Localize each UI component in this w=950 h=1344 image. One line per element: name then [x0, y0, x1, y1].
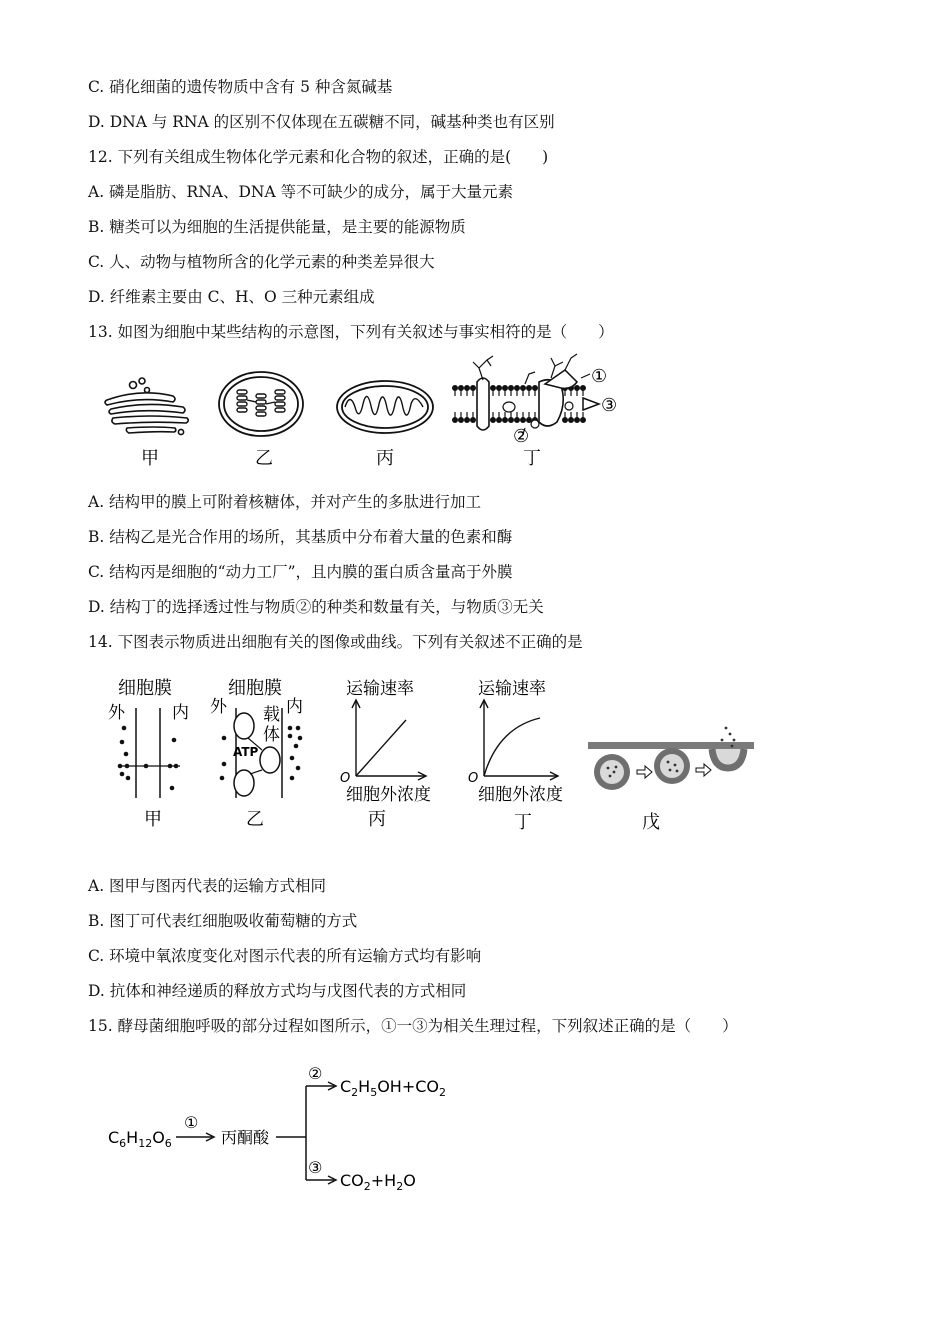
- y-label-bing: 运输速率: [346, 679, 414, 699]
- option-c-q12: C. 人、动物与植物所含的化学元素的种类差异很大: [88, 253, 435, 271]
- caption-ding: 丁: [523, 448, 541, 469]
- panel-wu: [588, 727, 754, 790]
- golgi-apparatus: [105, 378, 188, 435]
- step-3-marker: ③: [308, 1158, 323, 1177]
- option-c-q14: C. 环境中氧浓度变化对图示代表的所有运输方式均有影响: [88, 947, 482, 965]
- marker-1: ①: [591, 366, 608, 387]
- panel-yi: [210, 678, 303, 798]
- option-d-q12: D. 纤维素主要由 C、H、O 三种元素组成: [88, 288, 375, 306]
- step-2-marker: ②: [308, 1064, 323, 1083]
- question-15: 15. 酵母菌细胞呼吸的部分过程如图所示，①一③为相关生理过程，下列叙述正确的是（ ）: [88, 1017, 738, 1035]
- option-d-q13: D. 结构丁的选择透过性与物质②的种类和数量有关，与物质③无关: [88, 598, 544, 616]
- option-a-q13: A. 结构甲的膜上可附着核糖体，并对产生的多肽进行加工: [88, 493, 482, 511]
- step-1-marker: ①: [184, 1113, 199, 1132]
- figure-14-transport: [100, 668, 760, 838]
- panel-jia: [108, 678, 189, 798]
- inside-label-jia: 内: [172, 703, 189, 723]
- caption-yi: 乙: [255, 448, 273, 469]
- origin-bing: O: [340, 771, 351, 786]
- caption-jia: 甲: [141, 448, 159, 469]
- option-a-q14: A. 图甲与图丙代表的运输方式相同: [88, 877, 327, 895]
- x-label-ding: 细胞外浓度: [478, 785, 563, 805]
- marker-2: ②: [513, 426, 530, 447]
- carrier-label-1: 载: [263, 705, 280, 725]
- caption-ding-14: 丁: [514, 812, 532, 833]
- caption-bing-14: 丙: [368, 809, 386, 830]
- atp-label: ATP: [233, 745, 259, 759]
- x-label-bing: 细胞外浓度: [346, 785, 431, 805]
- option-b-q13: B. 结构乙是光合作用的场所，其基质中分布着大量的色素和酶: [88, 528, 513, 546]
- inside-label-yi: 内: [286, 697, 303, 717]
- caption-wu-14: 戊: [642, 812, 660, 833]
- membrane-label-yi: 细胞膜: [228, 678, 282, 699]
- product-2-formula: $C_2H_5OH+CO_2$: [340, 1077, 446, 1099]
- panel-ding: [468, 679, 563, 805]
- outside-label-yi: 外: [210, 697, 227, 717]
- caption-jia-14: 甲: [144, 809, 162, 830]
- product-3-formula: $CO_2+H_2O$: [340, 1171, 416, 1193]
- chloroplast: [219, 372, 303, 436]
- option-d-q11: D. DNA 与 RNA 的区别不仅体现在五碳糖不同，碱基种类也有区别: [88, 113, 555, 131]
- figure-13-cell-structures: [95, 352, 635, 477]
- outside-label-jia: 外: [108, 703, 125, 723]
- option-a-q12: A. 磷是脂肪、RNA、DNA 等不可缺少的成分，属于大量元素: [88, 183, 514, 201]
- pyruvate-label: 丙酮酸: [221, 1128, 270, 1147]
- option-c-q11: C. 硝化细菌的遗传物质中含有 5 种含氮碱基: [88, 78, 393, 96]
- question-14: 14. 下图表示物质进出细胞有关的图像或曲线。下列有关叙述不正确的是: [88, 633, 583, 651]
- option-b-q12: B. 糖类可以为细胞的生活提供能量，是主要的能源物质: [88, 218, 466, 236]
- y-label-ding: 运输速率: [478, 679, 546, 699]
- glucose-formula: $C_6H_{12}O_6$: [108, 1128, 172, 1150]
- option-d-q14: D. 抗体和神经递质的释放方式均与戊图代表的方式相同: [88, 982, 467, 1000]
- figure-15-respiration: [100, 1060, 460, 1195]
- mitochondrion: [337, 381, 433, 433]
- caption-bing: 丙: [376, 448, 394, 469]
- option-b-q14: B. 图丁可代表红细胞吸收葡萄糖的方式: [88, 912, 358, 930]
- panel-bing: [340, 679, 431, 805]
- caption-yi-14: 乙: [246, 809, 264, 830]
- question-12: 12. 下列有关组成生物体化学元素和化合物的叙述，正确的是( ): [88, 148, 549, 166]
- cell-membrane-model: [453, 354, 599, 434]
- marker-3: ③: [601, 395, 618, 416]
- carrier-label-2: 体: [263, 725, 280, 745]
- option-c-q13: C. 结构丙是细胞的“动力工厂”，且内膜的蛋白质含量高于外膜: [88, 563, 513, 581]
- origin-ding: O: [468, 771, 479, 786]
- question-13: 13. 如图为细胞中某些结构的示意图，下列有关叙述与事实相符的是（ ）: [88, 323, 614, 341]
- membrane-label-jia: 细胞膜: [118, 678, 172, 699]
